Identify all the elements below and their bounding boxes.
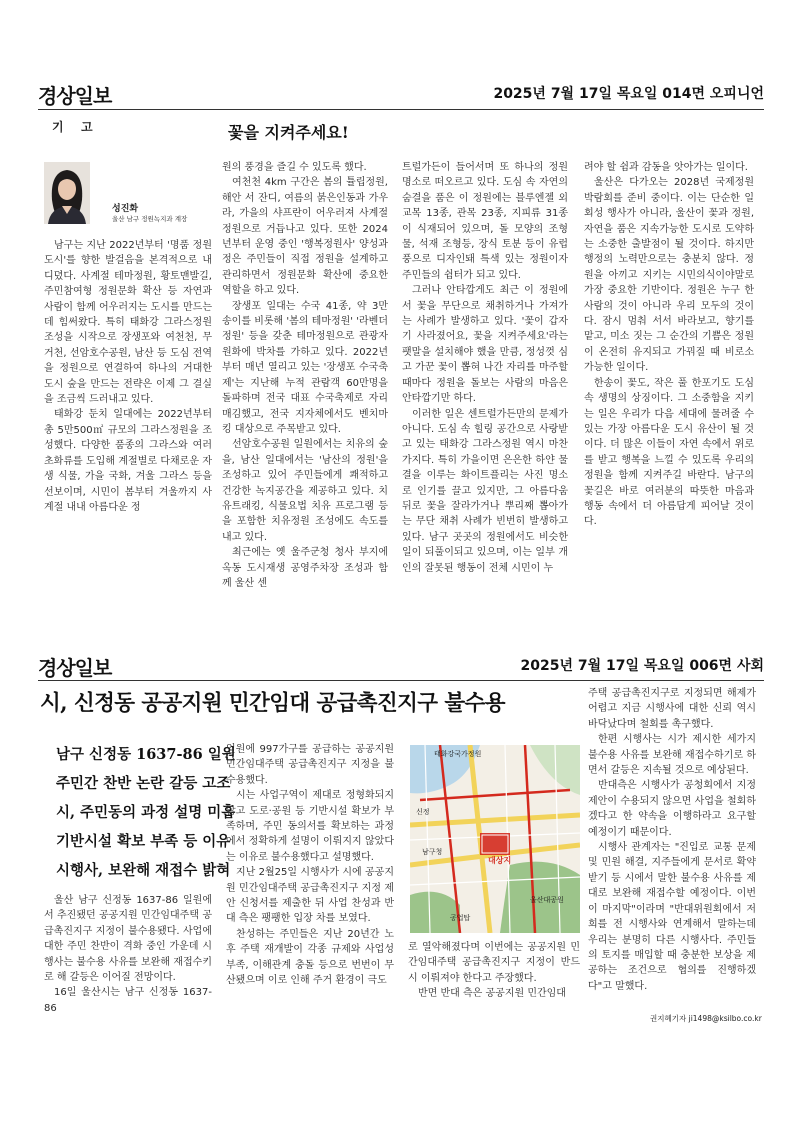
opinion-column-4: [584, 160, 754, 530]
paragraph: 시는 사업구역이 제대로 정형화되지 않고 도로·공원 등 기반시설 확보가 부족하며, 주민 동의서를 확보하는 과정에서 정확하게 설명이 이뤄지지 않았다는 이유로 불수용했다고 설명했다.: [226, 790, 394, 863]
map-label: 남구청: [422, 848, 443, 856]
paragraph: 시행사 관계자는 "진입로 교통 문제 및 민원 해결, 지주들에게 문서로 확약받기 등 시에서 말한 불수용 사유를 제대로 보완해 재접수할 예정이다. 이번이 마지막"이라며 "반대위원회에서 저희를 전 시행사와 연계해서 말하는데 우리는 분명히 다른 시행사다. 주민들의 토지를 매입할 때 충분한 보상을 제공하는 조건으로 협의를 진행하겠다"고 말했다.: [588, 842, 756, 992]
subhead-line: 시, 주민동의 과정 설명 미흡: [56, 804, 236, 821]
paragraph: 일원에 997가구를 공급하는 공공지원 민간임대주택 공급촉진지구 지정을 불수용했다.: [226, 744, 394, 786]
subhead-line: 남구 신정동 1637-86 일원: [56, 746, 236, 763]
opinion-column-1: [44, 238, 212, 515]
news-column-4: [588, 686, 756, 994]
paragraph: 장생포 일대는 수국 41종, 약 3만 송이를 비롯해 '봄의 테마정원' '라벤더 정원' 등을 갖춘 테마정원으로 관광자원화에 박차를 가하고 있다. 2022년부터 매년 열리고 있는 '장생포 수국축제'는 지난해 누적 관람객 60만명을 돌파하며 전국 대표 수국축제로 자리매김했고, 전국 지자체에서도 벤치마킹 대상으로 주목받고 있다.: [222, 300, 388, 435]
author-photo: [44, 162, 90, 224]
top-header-rule: [38, 109, 764, 110]
news-headline: 시, 신정동 공공지원 민간임대 공급촉진지구 불수용: [40, 691, 505, 716]
paragraph: 반대측은 시행사가 공청회에서 지정제안이 수용되지 않으면 사업을 철회하겠다고 한 약속을 이행하라고 요구할 예정이기 때문이다.: [588, 780, 756, 838]
section-label: 기 고: [52, 120, 96, 134]
map-label: 울산대공원: [530, 896, 564, 904]
paragraph: 선암호수공원 일원에서는 치유의 숲을, 남산 일대에서는 '남산의 정원'을 조성하고 있어 주민들에게 쾌적하고 건강한 녹지공간을 제공하고 있다. 치유트래킹, 식물요법 치유 프로그램 등을 포함한 치유정원 조성에도 속도를 내고 있다.: [222, 439, 388, 543]
map-label: 신정: [416, 808, 430, 816]
opinion-column-3: [402, 160, 568, 576]
paragraph: 원의 풍경을 즐길 수 있도록 했다.: [222, 162, 367, 173]
paragraph: 울산 남구 신정동 1637-86 일원에서 추진됐던 공공지원 민간임대주택 공급촉진지구 지정이 불수용됐다. 사업에 대한 주민 찬반이 격화 중인 가운데 시행사는 불수용 사유를 보완해 재접수키로 해 갈등은 이어질 전망이다.: [44, 895, 212, 984]
byline: 권지혜기자 ji1498@ksilbo.co.kr: [650, 1014, 762, 1023]
bottom-header-rule: [38, 680, 764, 681]
paragraph: 로 열악해졌다며 이번에는 공공지원 민간임대주택 공급촉진지구 지정이 반드시 이뤄져야 한다고 주장했다.: [408, 942, 580, 984]
paragraph: 한편 시행사는 시가 제시한 세가지 불수용 사유를 보완해 재접수하기로 하면서 갈등은 지속될 것으로 예상된다.: [588, 734, 756, 777]
news-column-1: [44, 893, 212, 1016]
paragraph: 반면 반대 측은 공공지원 민간임대: [418, 988, 566, 1000]
map-label: 태화강국가정원: [434, 750, 482, 758]
paragraph: 그러나 안타깝게도 최근 이 정원에서 꽃을 무단으로 채취하거나 가져가는 사례가 발생하고 있다. '꽃이 갑자기 사라졌어요, 꽃을 지켜주세요'라는 팻말을 설치해야 했을 만큼, 정성껏 심고 가꾼 꽃이 뽑혀 나간 자리를 마주할 때마다 정원을 돌보는 사람의 마음은 안타깝기만 하다.: [402, 285, 568, 405]
location-map: [410, 745, 580, 933]
opinion-headline: 꽃을 지켜주세요!: [228, 123, 349, 142]
subhead-line: 시행사, 보완해 재접수 밝혀: [56, 862, 231, 879]
news-column-2: [226, 742, 394, 989]
paragraph: 태화강 둔치 일대에는 2022년부터 총 5만500㎡ 규모의 그라스정원을 조성했다. 다양한 품종의 그라스와 여러 초화류를 도입해 계절별로 다채로운 자생 식물, 가을 국화, 겨울 그라스 등을 선보이며, 시민이 봄부터 겨울까지 사계절 내내 아름다운 정: [44, 409, 212, 513]
opinion-column-2: [222, 160, 388, 591]
subhead-line: 주민간 찬반 논란 갈등 고조: [56, 775, 231, 792]
paragraph: 여천천 4km 구간은 봄의 튤립정원, 해안 서 잔디, 여름의 붉은인동과 가우라, 가을의 샤프란이 어우러져 사계절 정원으로 거듭나고 있다. 또한 2024년부터 운영 중인 '행복정원사' 양성과정은 주민들이 직접 정원을 설계하고 관리하면서 정원문화 확산에 중요한 역할을 하고 있다.: [222, 177, 388, 297]
paragraph: 한송이 꽃도, 작은 풀 한포기도 도심 속 생명의 상징이다. 그 소중함을 지키는 일은 우리가 다음 세대에 물려줄 수 있는 가장 아름다운 도시 유산이 될 것이다. 더 많은 이들이 자연 속에서 위로를 받고 행복을 느낄 수 있도록 우리의 정원을 함께 지켜주길 바란다. 남구의 꽃길은 바로 여러분의 따뜻한 마음과 행동 속에서 더 아름답게 피어날 것이다.: [584, 377, 754, 528]
bottom-newspaper-logo: 경상일보: [38, 656, 112, 680]
paragraph: 최근에는 옛 울주군청 청사 부지에 옥동 도시재생 공영주차장 조성과 함께 울산 센: [222, 547, 388, 589]
paragraph: 울산은 다가오는 2028년 국제정원박람회를 준비 중이다. 이는 단순한 일회성 행사가 아니라, 울산이 꽃과 정원, 자연을 품은 지속가능한 도시로 도약하는 소중한 출발점이 될 것이다. 하지만 행정의 노력만으로는 충분치 않다. 정원을 아끼고 지키는 시민의식이야말로 가장 중요한 기반이다. 정원은 누구 한 사람의 것이 아니라 우리 모두의 것이다. 잠시 멈춰 서서 바라보고, 향기를 맡고, 미소 짓는 그 순간의 기쁨은 정원이 온전히 유지되고 가꿔질 때 비로소 가능한 일이다.: [584, 177, 754, 374]
paragraph: 찬성하는 주민들은 지난 20년간 노후 주택 재개발이 각종 규제와 사업성 부족, 이해관계 충돌 등으로 번번이 무산됐으며 이로 인해 주거 환경이 극도: [226, 928, 394, 987]
paragraph: 16일 울산시는 남구 신정동 1637-86: [44, 987, 212, 1014]
map-label: 공업탑: [450, 914, 471, 922]
paragraph: 주택 공급촉진지구로 지정되면 해제가 어렵고 지금 시행사에 대한 신뢰 역시 바닥났다며 철회를 촉구했다.: [588, 688, 756, 730]
map-label-target: 대상지: [488, 856, 512, 865]
paragraph: 려야 할 쉼과 감동을 앗아가는 일이다.: [584, 162, 748, 173]
author-name: 성진화: [112, 204, 139, 214]
paragraph: 지난 2월25일 시행사가 시에 공공지원 민간임대주택 공급촉진지구 지정 제안 신청서를 제출한 뒤 사업 찬성과 반대 측은 팽팽한 입장 차를 보였다.: [226, 867, 394, 925]
paragraph: 남구는 지난 2022년부터 '명품 정원도시'를 향한 발걸음을 본격적으로 내디뎠다. 사계절 테마정원, 황토맨발길, 주민참여형 정원문화 확산 등 자연과 사람이 함께 어우러지는 도시를 만드는데 힘써왔다. 특히 태화강 그라스정원 조성을 시작으로 장생포와 여천천, 무거천, 선암호수공원, 남산 등 도심 전역을 정원으로 연결하여 하나의 거대한 도시 숲을 만드는 전략은 이제 그 결실을 조금씩 드러내고 있다.: [44, 240, 212, 406]
top-dateline: 2025년 7월 17일 목요일 014면 오피니언: [493, 86, 764, 102]
subhead-block: [56, 740, 236, 885]
paragraph: 트럴가든이 들어서며 또 하나의 정원 명소로 떠오르고 있다. 도심 속 자연의 숨결을 품은 이 정원에는 블루엔젤 외 교목 13종, 관목 23종, 지피류 31종이 식재되어 있으며, 돌 모양의 조형물, 석재 조형등, 장식 토분 등이 유럽풍으로 디자인돼 특색 있는 정원이자 주민들의 쉼터가 되고 있다.: [402, 162, 568, 281]
top-newspaper-logo: 경상일보: [38, 84, 112, 108]
subhead-line: 기반시설 확보 부족 등 이유: [56, 833, 231, 850]
news-column-3: [408, 940, 580, 1002]
author-title: 울산 남구 정원녹지과 계장: [112, 215, 188, 223]
paragraph: 이러한 일은 센트럴가든만의 문제가 아니다. 도심 속 힐링 공간으로 사랑받고 있는 태화강 그라스정원 역시 마찬가지다. 특히 가을이면 은은한 하얀 물결을 이루는 화이트플리는 사진 명소로 인기를 끌고 있지만, 그 아름다움 뒤로 꽃을 잘라가거나 뿌리째 뽑아가는 무단 채취 사례가 빈번히 발생하고 있다. 남구 곳곳의 정원에서도 비슷한 일이 되풀이되고 있으며, 이는 일부 개인의 잘못된 행동이 전체 시민이 누: [402, 408, 568, 574]
bottom-dateline: 2025년 7월 17일 목요일 006면 사회: [520, 658, 764, 674]
